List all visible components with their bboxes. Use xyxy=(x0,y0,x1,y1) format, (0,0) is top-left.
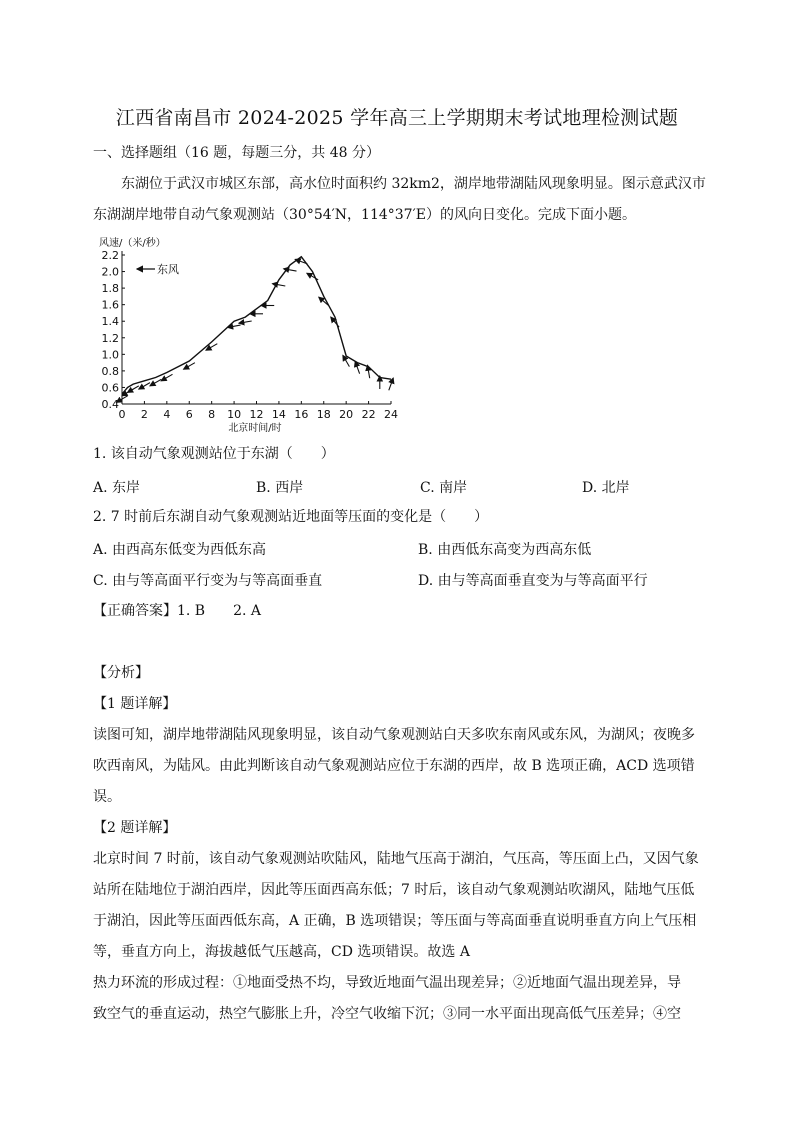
x-tick-label: 2 xyxy=(140,408,148,421)
q2-option-c[interactable]: C. 由与等高面平行变为与等高面垂直 xyxy=(93,573,323,589)
legend xyxy=(137,263,179,276)
y-tick-label: 1.8 xyxy=(101,282,119,296)
q2-option-a[interactable]: A. 由西高东低变为西低东高 xyxy=(93,542,267,558)
detail-2-heading: 【2 题详解】 xyxy=(93,820,177,836)
wind-arrow xyxy=(150,379,161,386)
q1-option-d[interactable]: D. 北岸 xyxy=(582,480,630,496)
x-tick-label: 20 xyxy=(339,408,354,421)
wind-arrow xyxy=(161,374,172,381)
y-tick-label: 1.2 xyxy=(101,331,119,345)
analysis-heading: 【分析】 xyxy=(93,665,149,681)
x-tick-label: 22 xyxy=(361,408,376,421)
q1-option-a[interactable]: A. 东岸 xyxy=(93,480,141,496)
x-tick-label: 12 xyxy=(249,408,264,421)
detail-1-heading: 【1 题详解】 xyxy=(93,696,177,712)
page-title: 江西省南昌市 2024-2025 学年高三上学期期末考试地理检测试题 xyxy=(115,107,679,129)
intro-line-1: 东湖位于武汉市城区东部，高水位时面积约 32km2，湖岸地带湖陆风现象明显。图示意武汉市 xyxy=(121,176,706,192)
y-ticks xyxy=(102,249,126,411)
detail-2-line-3: 于湖泊，因此等压面西低东高，A 正确，B 选项错误；等压面与等高面垂直说明垂直方向上气压相 xyxy=(93,913,697,929)
answer-line: 【正确答案】1. B 2. A xyxy=(93,603,262,619)
wind-arrow xyxy=(273,284,286,286)
x-tick-label: 16 xyxy=(294,408,309,421)
q2-option-d[interactable]: D. 由与等高面垂直变为与等高面平行 xyxy=(418,573,648,589)
y-tick-label: 1.0 xyxy=(101,348,119,362)
y-tick-label: 2.0 xyxy=(101,265,119,279)
detail-2-line-2: 站所在陆地位于湖泊西岸，因此等压面西高东低；7 时后，该自动气象观测站吹湖风，陆地气压低 xyxy=(93,882,695,898)
q1-option-b[interactable]: B. 西岸 xyxy=(256,480,304,496)
x-tick-label: 4 xyxy=(163,408,171,421)
legend-label: 东风 xyxy=(157,263,179,276)
series-line xyxy=(122,257,391,394)
detail-2-line-1: 北京时间 7 时前，该自动气象观测站吹陆风，陆地气压高于湖泊，气压高，等压面上凸，又因气象 xyxy=(93,851,699,867)
wind-arrow xyxy=(389,378,393,390)
y-tick-label: 1.6 xyxy=(101,298,119,312)
x-tick-label: 10 xyxy=(227,408,242,421)
detail-2-line-4: 等，垂直方向上，海拔越低气压越高，CD 选项错误。故选 A xyxy=(93,944,470,960)
detail-2-line-6: 致空气的垂直运动，热空气膨胀上升，冷空气收缩下沉；③同一水平面出现高低气压差异；④空 xyxy=(93,1006,681,1022)
x-tick-label: 14 xyxy=(271,408,286,421)
y-tick-label: 0.8 xyxy=(101,364,119,378)
x-tick-label: 6 xyxy=(185,408,193,421)
detail-2-line-5: 热力环流的形成过程：①地面受热不均，导致近地面气温出现差异；②近地面气温出现差异，导 xyxy=(93,975,681,991)
x-tick-label: 8 xyxy=(208,408,216,421)
y-axis-title: 风速/（米/秒） xyxy=(99,238,166,249)
y-tick-label: 0.6 xyxy=(101,381,119,395)
detail-1-line-2: 吹西南风，为陆风。由此判断该自动气象观测站应位于东湖的西岸，故 B 选项正确，ACD 选项错 xyxy=(93,758,695,774)
detail-1-line-1: 读图可知，湖岸地带湖陆风现象明显，该自动气象观测站白天多吹东南风或东风，为湖风；夜晚多 xyxy=(93,727,695,743)
q2-stem: 2. 7 时前后东湖自动气象观测站近地面等压面的变化是（ ） xyxy=(93,509,489,525)
section-heading: 一、选择题组（16 题，每题三分，共 48 分） xyxy=(93,145,380,161)
q2-option-b[interactable]: B. 由西低东高变为西高东低 xyxy=(418,542,592,558)
y-tick-label: 0.4 xyxy=(101,398,119,411)
y-tick-label: 2.2 xyxy=(101,249,119,262)
wind-arrows xyxy=(116,259,393,402)
x-axis-title: 北京时间/时 xyxy=(228,423,282,434)
wind-arrow xyxy=(139,383,150,390)
detail-1-line-3: 误。 xyxy=(93,789,121,805)
wind-arrow xyxy=(307,273,318,280)
x-tick-label: 24 xyxy=(384,408,398,421)
x-tick-label: 0 xyxy=(118,408,126,421)
q1-stem: 1. 该自动气象观测站位于东湖（ ） xyxy=(93,446,335,462)
intro-line-2: 东湖湖岸地带自动气象观测站（30°54′N，114°37′E）的风向日变化。完成下面小题。 xyxy=(93,207,636,223)
y-tick-label: 1.4 xyxy=(101,315,119,329)
x-tick-label: 18 xyxy=(316,408,331,421)
q1-option-c[interactable]: C. 南岸 xyxy=(420,480,468,496)
wind-chart xyxy=(93,232,413,437)
wind-arrow xyxy=(239,321,252,323)
